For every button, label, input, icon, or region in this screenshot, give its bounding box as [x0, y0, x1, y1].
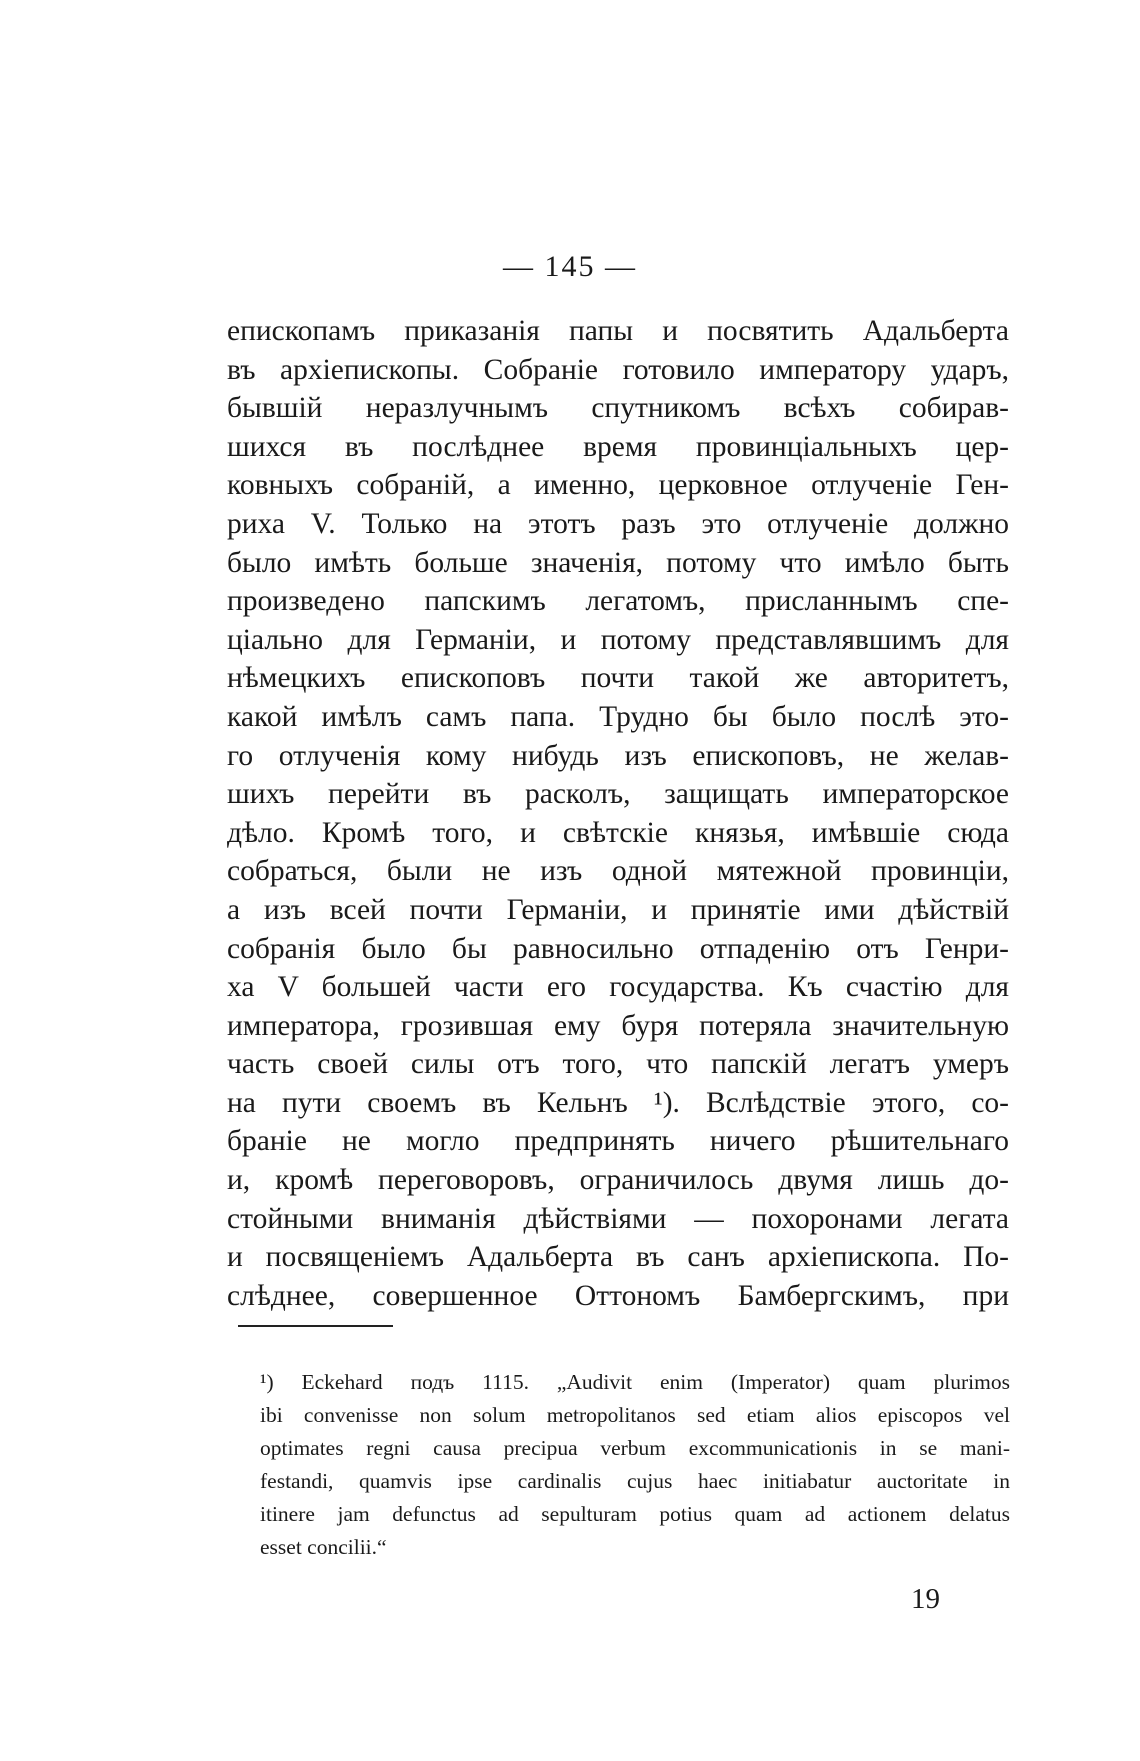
text-line: часть своей силы отъ того, что папскій легатъ умеръ: [227, 1048, 1009, 1081]
text-line: было имѣть больше значенія, потому что имѣло быть: [227, 546, 1009, 579]
text-line: и посвященіемъ Адальберта въ санъ архіепископа. По-: [227, 1241, 1009, 1274]
footnote-line: itinere jam defunctus ad sepulturam potius quam ad actionem delatus: [260, 1502, 1010, 1526]
text-line: нѣмецкихъ епископовъ почти такой же авторитетъ,: [227, 662, 1009, 695]
text-line: стойными вниманія дѣйствіями — похоронами легата: [227, 1202, 1009, 1235]
footnote-line: festandi, quamvis ipse cardinalis cujus haec initiabatur auctoritate in: [260, 1469, 1010, 1493]
text-line: ковныхъ собраній, а именно, церковное отлученіе Ген-: [227, 469, 1009, 502]
text-line: го отлученія кому нибудь изъ епископовъ, не желав-: [227, 739, 1009, 772]
text-line: епископамъ приказанія папы и посвятить Адальберта: [227, 315, 1009, 347]
footnote-divider: [238, 1325, 393, 1327]
page-number: — 145 —: [503, 250, 637, 283]
footnote-line: esset concilii.“: [260, 1535, 387, 1559]
text-line: дѣло. Кромѣ того, и свѣтскіе князья, имѣвшіе сюда: [227, 816, 1009, 849]
text-line: браніе не могло предпринять ничего рѣшительнаго: [227, 1125, 1009, 1158]
text-line: а изъ всей почти Германіи, и принятіе ими дѣйствій: [227, 893, 1009, 926]
text-line: и, кромѣ переговоровъ, ограничилось двумя лишь до-: [227, 1164, 1009, 1197]
text-line: собранія было бы равносильно отпаденію отъ Генри-: [227, 932, 1009, 965]
signature-mark: 19: [911, 1583, 940, 1615]
footnote-line: ibi convenisse non solum metropolitanos sed etiam alios episcopos vel: [260, 1403, 1010, 1427]
text-line: въ архіепископы. Собраніе готовило императору ударъ,: [227, 353, 1009, 386]
footnote-line: optimates regni causa precipua verbum excommunicationis in se mani-: [260, 1436, 1010, 1460]
main-text: [227, 312, 1009, 1315]
text-line: ха V большей части его государства. Къ счастію для: [227, 971, 1009, 1004]
text-line: бывшій неразлучнымъ спутникомъ всѣхъ собирав-: [227, 392, 1009, 425]
text-line: риха V. Только на этотъ разъ это отлученіе должно: [227, 507, 1009, 540]
footnote-line: ¹) Eckehard подъ 1115. „Audivit enim (Imperator) quam plurimos: [260, 1370, 1010, 1394]
text-line: шихъ перейти въ расколъ, защищать императорское: [227, 778, 1009, 811]
footnote: [260, 1366, 1010, 1564]
text-line: императора, грозившая ему буря потеряла значительную: [227, 1009, 1009, 1042]
text-line: произведено папскимъ легатомъ, присланнымъ спе-: [227, 585, 1009, 618]
text-line: собраться, были не изъ одной мятежной провинціи,: [227, 855, 1009, 888]
text-line: на пути своемъ въ Кельнъ ¹). Вслѣдствіе этого, со-: [227, 1086, 1009, 1119]
text-line: какой имѣлъ самъ папа. Трудно бы было послѣ это-: [227, 700, 1009, 733]
text-line: ціально для Германіи, и потому представлявшимъ для: [227, 623, 1009, 656]
text-line: слѣднее, совершенное Оттономъ Бамбергскимъ, при: [227, 1279, 1009, 1312]
text-line: шихся въ послѣднее время провинціальныхъ цер-: [227, 430, 1009, 463]
